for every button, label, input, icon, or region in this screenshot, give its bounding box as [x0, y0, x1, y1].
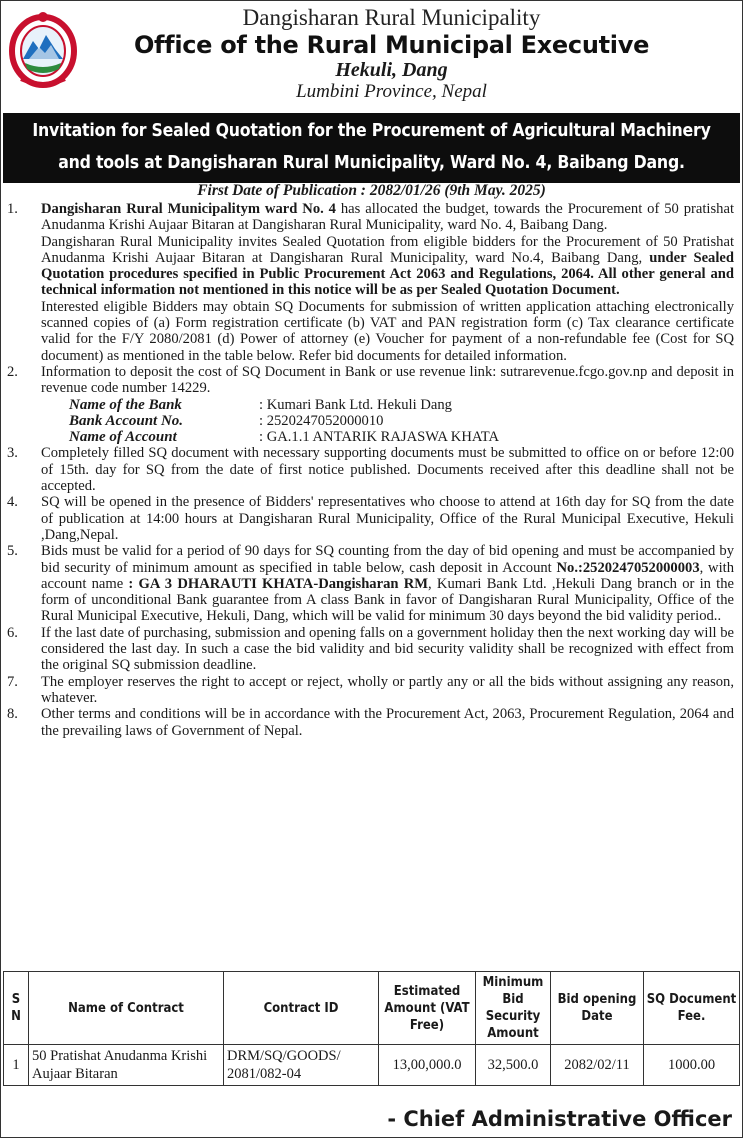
- item-number: 2.: [7, 363, 18, 380]
- list-item-4: [7, 494, 734, 543]
- item-5-text-e: , Kumari Bank Ltd. ,Hekuli Dang branch or in the form of unconditional Bank guarantee from A class Bank in favor of Dangisharan Rural Municipality, Office of the Rural Municipal Executive, Hekuli, Dang, which will be valid for minimum 30 days beyond the bid validity period..: [41, 575, 734, 625]
- item-5-paragraph: [41, 543, 734, 624]
- item-number: 6.: [7, 624, 18, 641]
- bank-account-row: [69, 413, 734, 429]
- list-item-1: [7, 201, 734, 364]
- bank-name-row: [69, 397, 734, 413]
- item-1b-bold-text: under Sealed Quotation procedures specified in Public Procurement Act 2063 and Regulations, 2064. All other general and technical information not mentioned in this notice will be as per Sealed Quotation Document: [41, 249, 734, 299]
- item-5-text-a: Bids must be valid for a period of 90 days for SQ counting from the day of bid opening and must be accompanied by bid security of minimum amount as specified in table below, cash deposit in Account: [41, 543, 734, 576]
- contract-table: [3, 971, 740, 1086]
- municipality-name: Dangisharan Rural Municipality: [242, 5, 541, 30]
- item-5-account-name: : GA 3 DHARAUTI KHATA-Dangisharan RM: [128, 575, 429, 592]
- account-name-row: [69, 429, 734, 445]
- province-name: Lumbini Province, Nepal: [296, 81, 487, 102]
- list-item-5: [7, 543, 734, 624]
- bank-account-value: : 2520247052000010: [259, 412, 384, 429]
- item-1-bold-text: Dangisharan Rural Municipalitym ward No. 4: [41, 201, 336, 217]
- account-name-value: : GA.1.1 ANTARIK RAJASWA KHATA: [259, 429, 500, 446]
- table-row: [4, 1045, 740, 1086]
- cell-sn: 1: [4, 1045, 29, 1086]
- header-name-of-contract: Name of Contract: [29, 972, 224, 1045]
- item-1-paragraph-b: [41, 234, 734, 299]
- header-contract-id: Contract ID: [224, 972, 379, 1045]
- banner-line-2: and tools at Dangisharan Rural Municipality, Ward No. 4, Baibang Dang.: [58, 153, 685, 173]
- notice-body: [7, 201, 734, 739]
- item-number: 8.: [7, 706, 18, 723]
- item-1b-end: .: [615, 282, 620, 299]
- item-7-paragraph: The employer reserves the right to accept or reject, wholly or partly any or all the bids without assigning any reason, whatever.: [41, 673, 734, 706]
- bank-name-value: : Kumari Bank Ltd. Hekuli Dang: [259, 396, 452, 413]
- item-1-text: has allocated the budget, towards the Procurement of 50 pratishat Anudanma Krishi Aujaar Bitaran at Dangisharan Rural Municipality, ward No. 4, Baibang Dang.: [41, 201, 734, 234]
- list-item-7: [7, 674, 734, 707]
- header-bid-security: Minimum Bid Security Amount: [476, 972, 551, 1045]
- header-estimated-amount: Estimated Amount (VAT Free): [379, 972, 476, 1045]
- nepal-government-emblem-icon: [9, 7, 77, 91]
- cell-estimated-amount: 13,00,000.0: [379, 1045, 476, 1086]
- item-3-paragraph: Completely filled SQ document with necessary supporting documents must be submitted to office on or before 12:00 of 15th. day for SQ from the date of first notice published. Documents received after this deadline shall not be accepted.: [41, 445, 734, 495]
- banner-line-1: Invitation for Sealed Quotation for the Procurement of Agricultural Machinery: [32, 121, 711, 141]
- list-item-8: [7, 706, 734, 739]
- item-number: 3.: [7, 445, 18, 462]
- item-1-paragraph-c: Interested eligible Bidders may obtain SQ Documents for submission of written application attaching electronically scanned copies of (a) Form registration certificate (b) VAT and PAN registration form (c) Tax clearance certificate valid for the F/Y 2080/2081 (d) Power of attorney (e) Voucher for payment of a non-refundable fee (Cost for SQ document) as mentioned in the table below. Refer bid documents for detailed information.: [41, 298, 734, 364]
- office-name: Office of the Rural Municipal Executive: [133, 31, 650, 59]
- cell-sq-document-fee: 1000.00: [644, 1045, 740, 1086]
- header-sq-document-fee: SQ Document Fee.: [644, 972, 740, 1045]
- office-location: Hekuli, Dang: [335, 59, 448, 81]
- cell-contract-id: DRM/SQ/GOODS/ 2081/082-04: [224, 1045, 379, 1086]
- notice-header: [1, 1, 742, 111]
- item-5-text-c: , with account name: [41, 559, 735, 592]
- item-1b-text: Dangisharan Rural Municipality invites Sealed Quotation from eligible bidders for the Procurement of 50 Pratishat Anudanma Krishi Aujaar Bitaran at Dangisharan Rural Municipality, ward No.4, Baibang Dang,: [41, 233, 734, 266]
- bank-details: [7, 397, 734, 446]
- item-4-paragraph: SQ will be opened in the presence of Bidders' representatives who choose to attend at 16th day for SQ from the date of publication at 14:00 hours at Dangisharan Rural Municipality, Office of the Rural Municipal Executive, Hekuli ,Dang,Nepal.: [41, 494, 734, 543]
- item-number: 4.: [7, 494, 18, 511]
- cell-bid-opening-date: 2082/02/11: [551, 1045, 644, 1086]
- item-6-paragraph: If the last date of purchasing, submission and opening falls on a government holiday then the next working day will be considered the last day. In such a case the bid validity and bid security validity shall be recognized with effect from the original SQ submission deadline.: [41, 624, 734, 674]
- item-8-paragraph: Other terms and conditions will be in accordance with the Procurement Act, 2063, Procurement Regulation, 2064 and the prevailing laws of Government of Nepal.: [41, 706, 734, 739]
- item-2-paragraph: Information to deposit the cost of SQ Document in Bank or use revenue link: sutrarevenue.fcgo.gov.np and deposit in revenue code number 14229.: [41, 363, 734, 397]
- bank-account-label: Bank Account No.: [69, 412, 184, 429]
- header-sn: S N: [4, 972, 29, 1045]
- list-item-3: [7, 445, 734, 494]
- item-number: 1.: [7, 201, 18, 217]
- cell-bid-security: 32,500.0: [476, 1045, 551, 1086]
- signature-chief-administrative-officer: - Chief Administrative Officer: [387, 1107, 732, 1131]
- item-5-account-number: No.:2520247052000003: [556, 559, 700, 576]
- table-header-row: [4, 972, 740, 1045]
- header-bid-opening-date: Bid opening Date: [551, 972, 644, 1045]
- cell-name-of-contract: 50 Pratishat Anudanma Krishi Aujaar Bitaran: [29, 1045, 224, 1086]
- account-name-label: Name of Account: [69, 429, 177, 446]
- item-1-paragraph-a: [41, 201, 734, 234]
- item-number: 7.: [7, 673, 18, 690]
- bank-name-label: Name of the Bank: [69, 396, 182, 413]
- item-number: 5.: [7, 543, 18, 560]
- notice-title-banner: [3, 113, 740, 183]
- publication-date: First Date of Publication : 2082/01/26 (9th May. 2025): [197, 182, 546, 199]
- list-item-2: [7, 364, 734, 397]
- list-item-6: [7, 625, 734, 674]
